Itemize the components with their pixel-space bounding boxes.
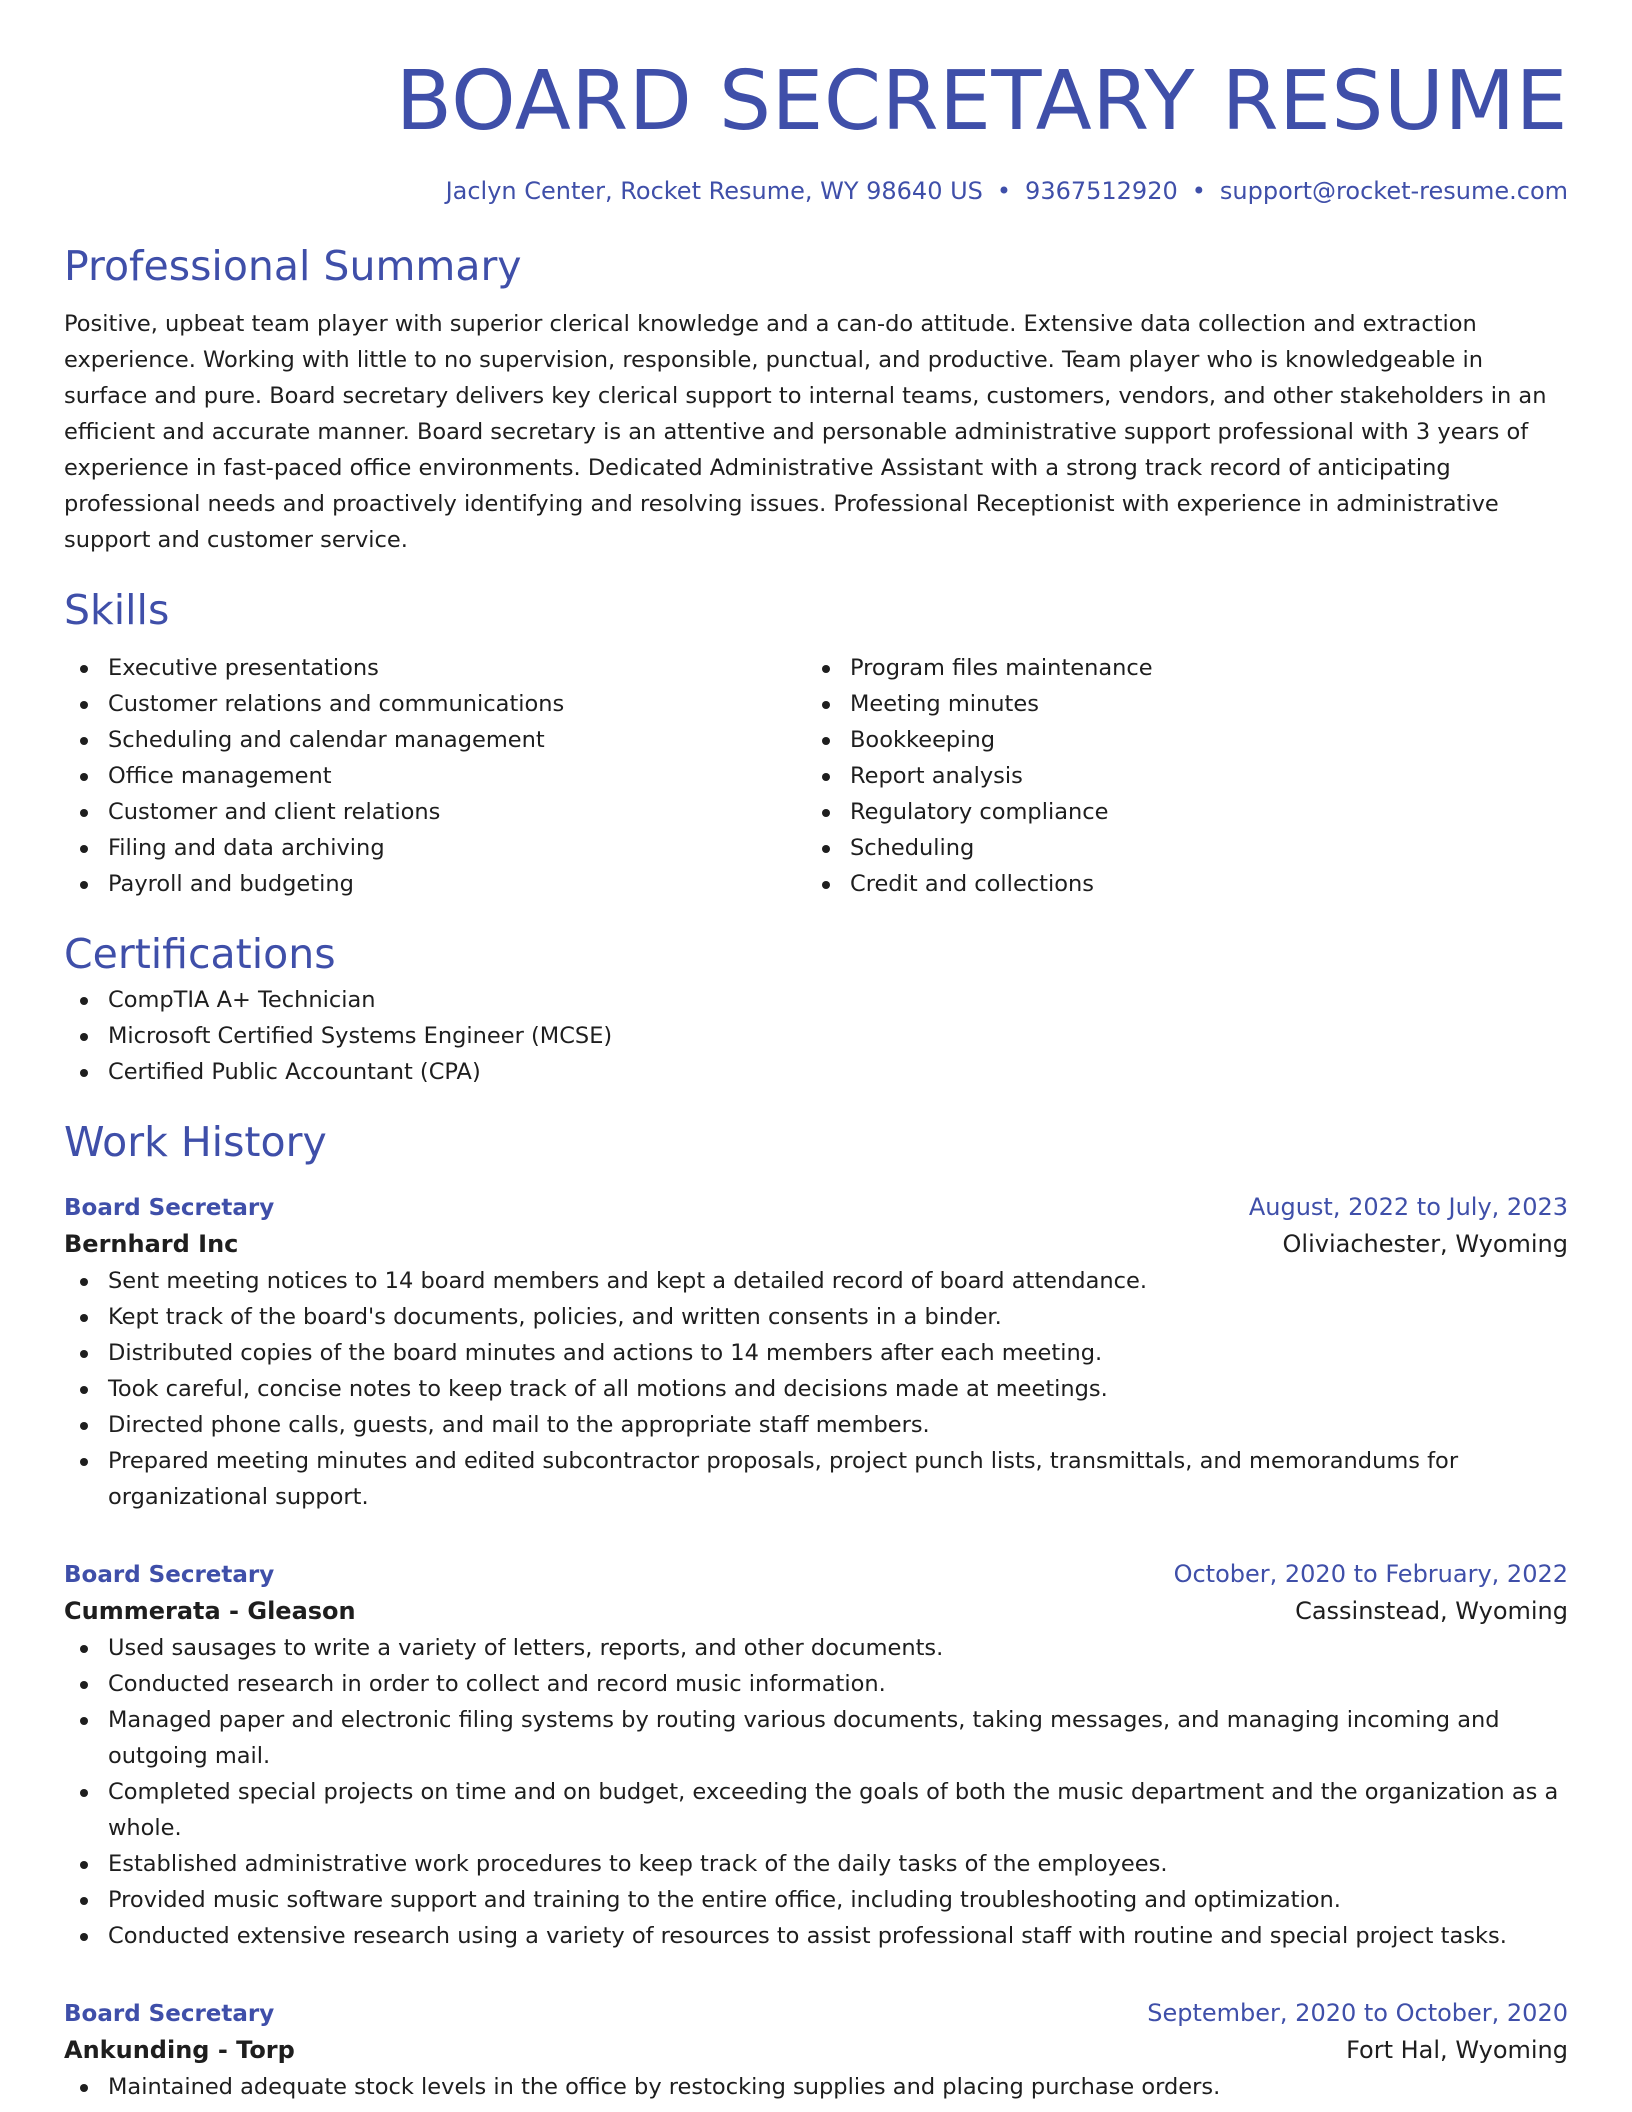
job-duty: Established administrative work procedures to keep track of the daily tasks of the employees.: [64, 1846, 1568, 1882]
job-title-row: [64, 1557, 1568, 1592]
work-history-heading: Work History: [64, 1118, 327, 1166]
summary-text: Positive, upbeat team player with superior clerical knowledge and a can-do attitude. Extensive data collection and extraction experience. Working with little to no supervision, responsible, punctual, and productive. Team player who is knowledgeable in surface and pure. Board secretary delivers key clerical support to internal teams, customers, vendors, and other stakeholders in an efficient and accurate manner. Board secretary is an attentive and personable administrative support professional with 3 years of experience in fast-paced office environments. Dedicated Administrative Assistant with a strong track record of anticipating professional needs and proactively identifying and resolving issues. Professional Receptionist with experience in administrative support and customer service.: [64, 311, 1547, 553]
job-duty: Conducted research in order to collect and record music information.: [64, 1666, 1568, 1702]
job-duty: Distributed copies of the board minutes and actions to 14 members after each meeting.: [64, 1335, 1568, 1371]
job-duty: Completed special projects on time and on budget, exceeding the goals of both the music department and the organization as a whole.: [64, 1774, 1568, 1846]
job-duties-list: [64, 1263, 1568, 1515]
job-dates: September, 2020 to October, 2020: [1147, 1999, 1568, 2027]
skills-section: [64, 582, 1568, 902]
skills-column-right: [806, 650, 1548, 902]
summary-section: [64, 238, 1568, 558]
certification-item: Microsoft Certified Systems Engineer (MCSE): [64, 1018, 1568, 1054]
work-history-section: [64, 1114, 1568, 2105]
job-duty: Provided music software support and training to the entire office, including troubleshooting and optimization.: [64, 1882, 1568, 1918]
skill-item: Filing and data archiving: [64, 830, 806, 866]
job-duty: Prepared meeting minutes and edited subcontractor proposals, project punch lists, transmittals, and memorandums for organizational support.: [64, 1443, 1568, 1515]
contact-separator: •: [996, 177, 1012, 205]
job-title-row: [64, 1996, 1568, 2031]
job-entry: [64, 1996, 1568, 2105]
skill-item: Program files maintenance: [806, 650, 1548, 686]
skills-list-left: [64, 650, 806, 902]
job-location: Oliviachester, Wyoming: [1282, 1230, 1568, 1258]
skill-item: Meeting minutes: [806, 686, 1548, 722]
job-title: Board Secretary: [64, 1195, 275, 1221]
job-duty: Maintained adequate stock levels in the office by restocking supplies and placing purchase orders.: [64, 2069, 1568, 2105]
job-duty: Conducted extensive research using a variety of resources to assist professional staff with routine and special project tasks.: [64, 1918, 1568, 1954]
skill-item: Payroll and budgeting: [64, 866, 806, 902]
job-title-row: [64, 1190, 1568, 1225]
job-company-row: [64, 2031, 1568, 2069]
job-title: Board Secretary: [64, 2001, 275, 2027]
skill-item: Office management: [64, 758, 806, 794]
skills-list-right: [806, 650, 1548, 902]
job-company-row: [64, 1225, 1568, 1263]
resume-title: BOARD SECRETARY RESUME: [395, 54, 1568, 149]
job-entry: [64, 1557, 1568, 1954]
job-duties-list: [64, 2069, 1568, 2105]
skill-item: Regulatory compliance: [806, 794, 1548, 830]
contact-email[interactable]: support@rocket-resume.com: [1219, 177, 1568, 205]
job-company: Cummerata - Gleason: [64, 1597, 356, 1625]
job-title: Board Secretary: [64, 1562, 275, 1588]
job-duty: Sent meeting notices to 14 board members and kept a detailed record of board attendance.: [64, 1263, 1568, 1299]
job-duties-list: [64, 1630, 1568, 1954]
contact-address: Jaclyn Center, Rocket Resume, WY 98640 US: [445, 177, 983, 205]
skill-item: Scheduling: [806, 830, 1548, 866]
certifications-list: [64, 982, 1568, 1090]
skill-item: Customer relations and communications: [64, 686, 806, 722]
job-duty: Took careful, concise notes to keep track of all motions and decisions made at meetings.: [64, 1371, 1568, 1407]
job-company: Ankunding - Torp: [64, 2036, 295, 2064]
job-duty: Directed phone calls, guests, and mail to the appropriate staff members.: [64, 1407, 1568, 1443]
skill-item: Report analysis: [806, 758, 1548, 794]
job-dates: August, 2022 to July, 2023: [1248, 1193, 1568, 1221]
job-location: Cassinstead, Wyoming: [1295, 1597, 1568, 1625]
certifications-heading: Certifications: [64, 930, 336, 978]
job-company-row: [64, 1592, 1568, 1630]
contact-line: [64, 174, 1568, 208]
job-dates: October, 2020 to February, 2022: [1173, 1560, 1568, 1588]
certifications-section: [64, 926, 1568, 1090]
resume-header: [64, 0, 1568, 208]
certification-item: Certified Public Accountant (CPA): [64, 1054, 1568, 1090]
contact-separator: •: [1191, 177, 1206, 205]
job-duty: Used sausages to write a variety of letters, reports, and other documents.: [64, 1630, 1568, 1666]
job-company: Bernhard Inc: [64, 1230, 239, 1258]
skill-item: Scheduling and calendar management: [64, 722, 806, 758]
certification-item: CompTIA A+ Technician: [64, 982, 1568, 1018]
job-entry: [64, 1190, 1568, 1515]
skills-column-left: [64, 650, 806, 902]
skill-item: Customer and client relations: [64, 794, 806, 830]
skill-item: Credit and collections: [806, 866, 1548, 902]
job-location: Fort Hal, Wyoming: [1346, 2036, 1568, 2064]
skill-item: Bookkeeping: [806, 722, 1548, 758]
skills-heading: Skills: [64, 586, 170, 634]
job-duty: Managed paper and electronic filing systems by routing various documents, taking messages, and managing incoming and outgoing mail.: [64, 1702, 1568, 1774]
summary-heading: Professional Summary: [64, 242, 522, 290]
skills-grid: [64, 650, 1568, 902]
job-duty: Kept track of the board's documents, policies, and written consents in a binder.: [64, 1299, 1568, 1335]
contact-phone: 9367512920: [1025, 177, 1178, 205]
skill-item: Executive presentations: [64, 650, 806, 686]
